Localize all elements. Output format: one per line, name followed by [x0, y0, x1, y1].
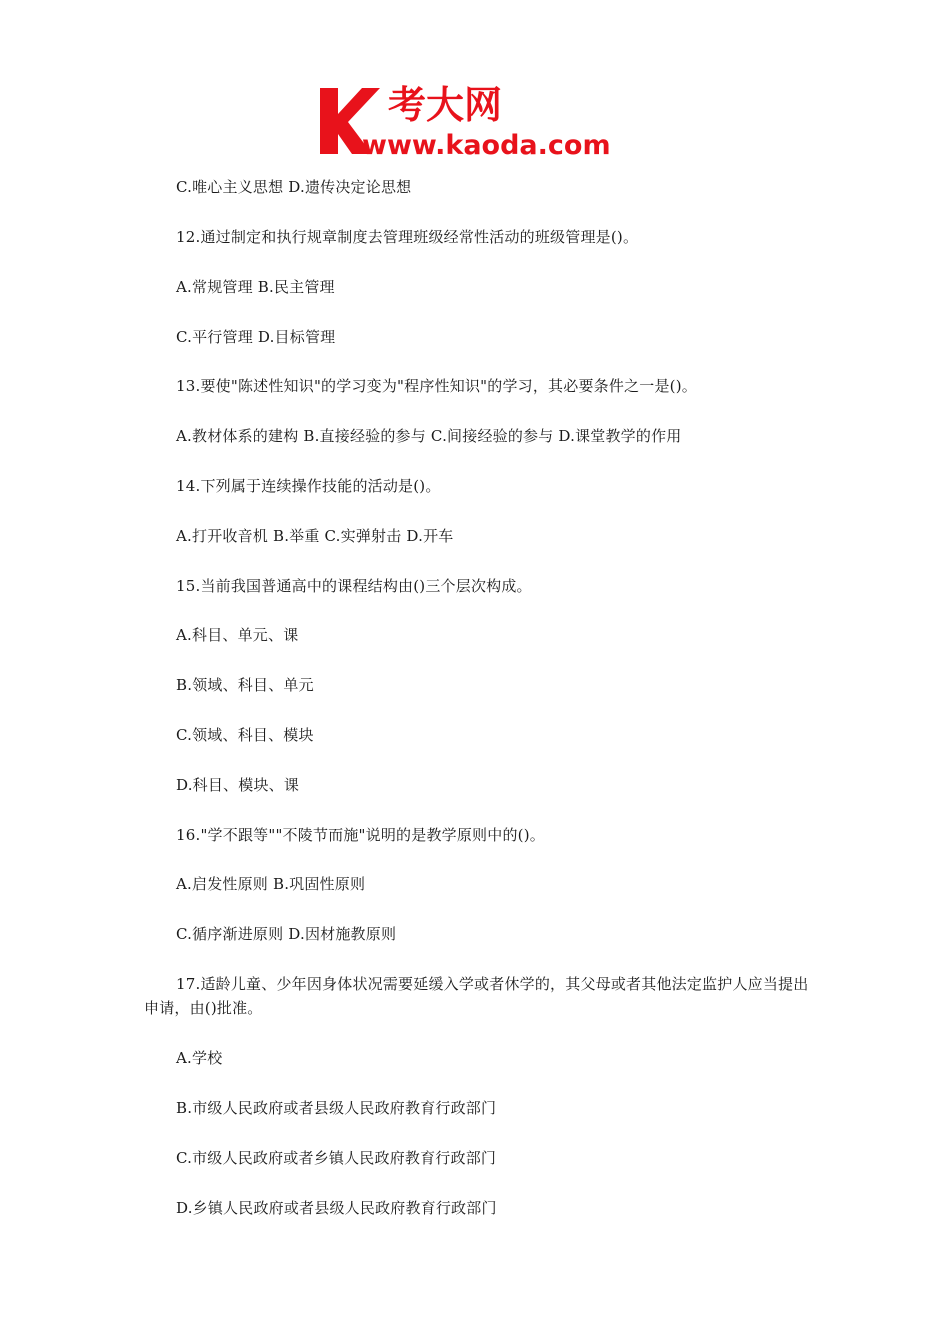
question-16: 16."学不跟等""不陵节而施"说明的是教学原则中的()。 — [176, 826, 545, 844]
option-line: C.市级人民政府或者乡镇人民政府教育行政部门 — [176, 1149, 497, 1167]
option-line: A.启发性原则 B.巩固性原则 — [176, 875, 366, 893]
option-line: C.领域、科目、模块 — [176, 726, 314, 744]
option-line: C.平行管理 D.目标管理 — [176, 328, 336, 346]
question-15: 15.当前我国普通高中的课程结构由()三个层次构成。 — [176, 577, 532, 595]
option-line: D.科目、模块、课 — [176, 776, 300, 794]
logo-brand-cn: 考大网 — [388, 84, 503, 127]
option-line: A.科目、单元、课 — [176, 626, 299, 644]
option-line: A.学校 — [176, 1049, 223, 1067]
option-line: B.市级人民政府或者县级人民政府教育行政部门 — [176, 1099, 497, 1117]
option-line: A.教材体系的建构 B.直接经验的参与 C.间接经验的参与 D.课堂教学的作用 — [176, 427, 682, 445]
question-12: 12.通过制定和执行规章制度去管理班级经常性活动的班级管理是()。 — [176, 228, 639, 246]
question-17: 17.适龄儿童、少年因身体状况需要延缓入学或者休学的，其父母或者其他法定监护人应当提出申请，由()批准。 — [144, 975, 809, 1017]
option-line: D.乡镇人民政府或者县级人民政府教育行政部门 — [176, 1199, 497, 1217]
option-line: B.领域、科目、单元 — [176, 676, 314, 694]
logo-domain: www.kaoda.com — [362, 130, 611, 160]
option-line: A.打开收音机 B.举重 C.实弹射击 D.开车 — [176, 527, 454, 545]
option-line: A.常规管理 B.民主管理 — [176, 278, 335, 296]
question-13: 13.要使"陈述性知识"的学习变为"程序性知识"的学习，其必要条件之一是()。 — [176, 377, 697, 395]
option-line: C.循序渐进原则 D.因材施教原则 — [176, 925, 397, 943]
question-14: 14.下列属于连续操作技能的活动是()。 — [176, 477, 441, 495]
kaoda-logo-graphic — [318, 84, 638, 160]
kaoda-logo — [318, 84, 638, 160]
option-line: C.唯心主义思想 D.遗传决定论思想 — [176, 178, 412, 196]
